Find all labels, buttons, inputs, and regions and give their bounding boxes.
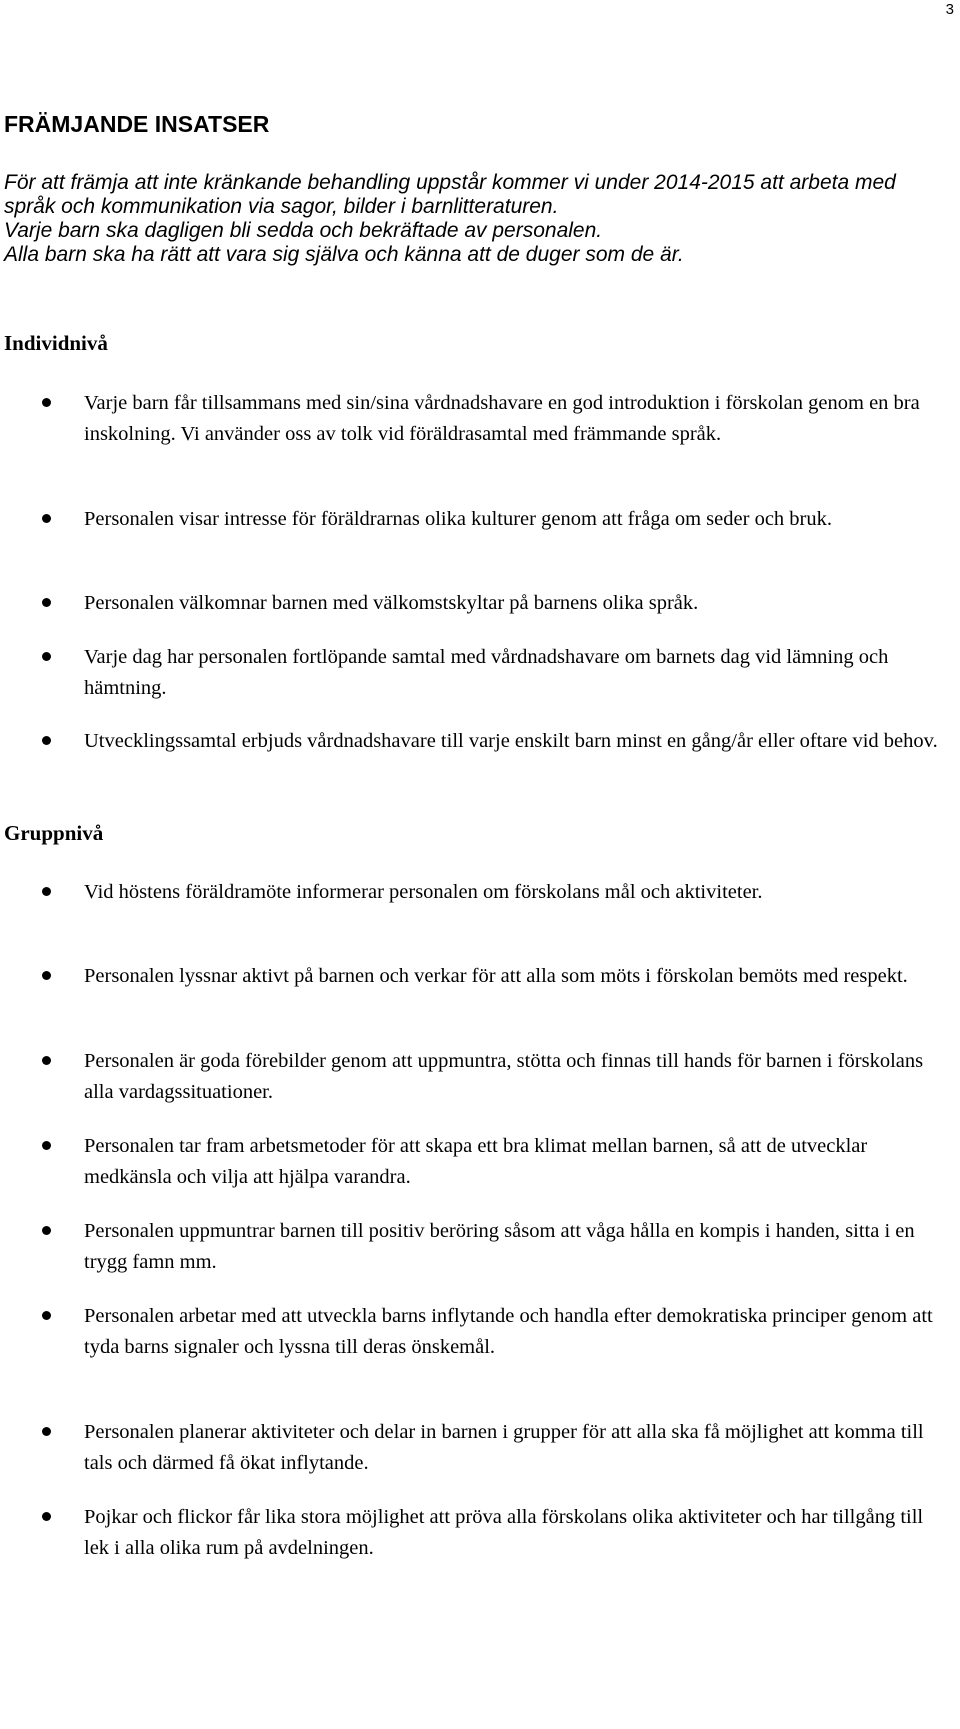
list-item-text: Varje barn får tillsammans med sin/sina vårdnadshavare en god introduktion i förskolan genom en bra inskolning. Vi använder oss av tolk vid föräldrasamtal med främmande språk. bbox=[84, 392, 920, 445]
intro-line: Varje barn ska dagligen bli sedda och bekräftade av personalen. bbox=[4, 219, 603, 242]
bullet-icon bbox=[42, 514, 51, 523]
list-item-text: Pojkar och flickor får lika stora möjlighet att pröva alla förskolans olika aktiviteter och har tillgång till lek i alla olika rum på avdelningen. bbox=[84, 1506, 924, 1559]
list-item-text: Personalen välkomnar barnen med välkomstskyltar på barnens olika språk. bbox=[84, 592, 699, 614]
bullet-icon bbox=[42, 652, 51, 661]
list-item-text: Personalen planerar aktiviteter och delar in barnen i grupper för att alla ska få möjlighet att komma till tals och därmed få ökat inflytande. bbox=[84, 1421, 924, 1474]
bullet-icon bbox=[42, 1512, 51, 1521]
individ-title: Individnivå bbox=[4, 331, 108, 355]
page-number: 3 bbox=[945, 1, 954, 18]
intro-paragraph bbox=[4, 171, 934, 267]
list-item-text: Personalen arbetar med att utveckla barns inflytande och handla efter demokratiska principer genom att tyda barns signaler och lyssna till deras önskemål. bbox=[84, 1305, 933, 1358]
bullet-icon bbox=[42, 398, 51, 407]
list-item-text: Varje dag har personalen fortlöpande samtal med vårdnadshavare om barnets dag vid lämning och hämtning. bbox=[84, 646, 889, 699]
list-item-text: Personalen uppmuntrar barnen till positiv beröring såsom att våga hålla en kompis i handen, sitta i en trygg famn mm. bbox=[84, 1220, 915, 1273]
intro-line: Alla barn ska ha rätt att vara sig själva och känna att de duger som de är. bbox=[4, 243, 684, 266]
bullet-icon bbox=[42, 1226, 51, 1235]
list-item-text: Personalen tar fram arbetsmetoder för att skapa ett bra klimat mellan barnen, så att de utvecklar medkänsla och vilja att hjälpa varandra. bbox=[84, 1135, 868, 1188]
grupp-title: Gruppnivå bbox=[4, 821, 104, 845]
intro-line: För att främja att inte kränkande behandling uppstår kommer vi under 2014-2015 att arbeta med språk och kommunikation via sagor, bilder i barnlitteraturen. bbox=[4, 171, 896, 218]
bullet-icon bbox=[42, 598, 51, 607]
section-heading: FRÄMJANDE INSATSER bbox=[4, 111, 270, 137]
bullet-icon bbox=[42, 736, 51, 745]
bullet-icon bbox=[42, 1311, 51, 1320]
list-item-text: Personalen lyssnar aktivt på barnen och verkar för att alla som möts i förskolan bemöts med respekt. bbox=[84, 965, 908, 987]
list-item-text: Utvecklingssamtal erbjuds vårdnadshavare till varje enskilt barn minst en gång/år eller oftare vid behov. bbox=[84, 730, 938, 752]
bullet-icon bbox=[42, 1056, 51, 1065]
list-item-text: Vid höstens föräldramöte informerar personalen om förskolans mål och aktiviteter. bbox=[84, 881, 763, 903]
bullet-icon bbox=[42, 971, 51, 980]
bullet-icon bbox=[42, 887, 51, 896]
list-item-text: Personalen är goda förebilder genom att uppmuntra, stötta och finnas till hands för barnen i förskolans alla vardagssituationer. bbox=[84, 1050, 924, 1103]
list-item-text: Personalen visar intresse för föräldrarnas olika kulturer genom att fråga om seder och bruk. bbox=[84, 508, 832, 530]
bullet-icon bbox=[42, 1427, 51, 1436]
bullet-icon bbox=[42, 1141, 51, 1150]
